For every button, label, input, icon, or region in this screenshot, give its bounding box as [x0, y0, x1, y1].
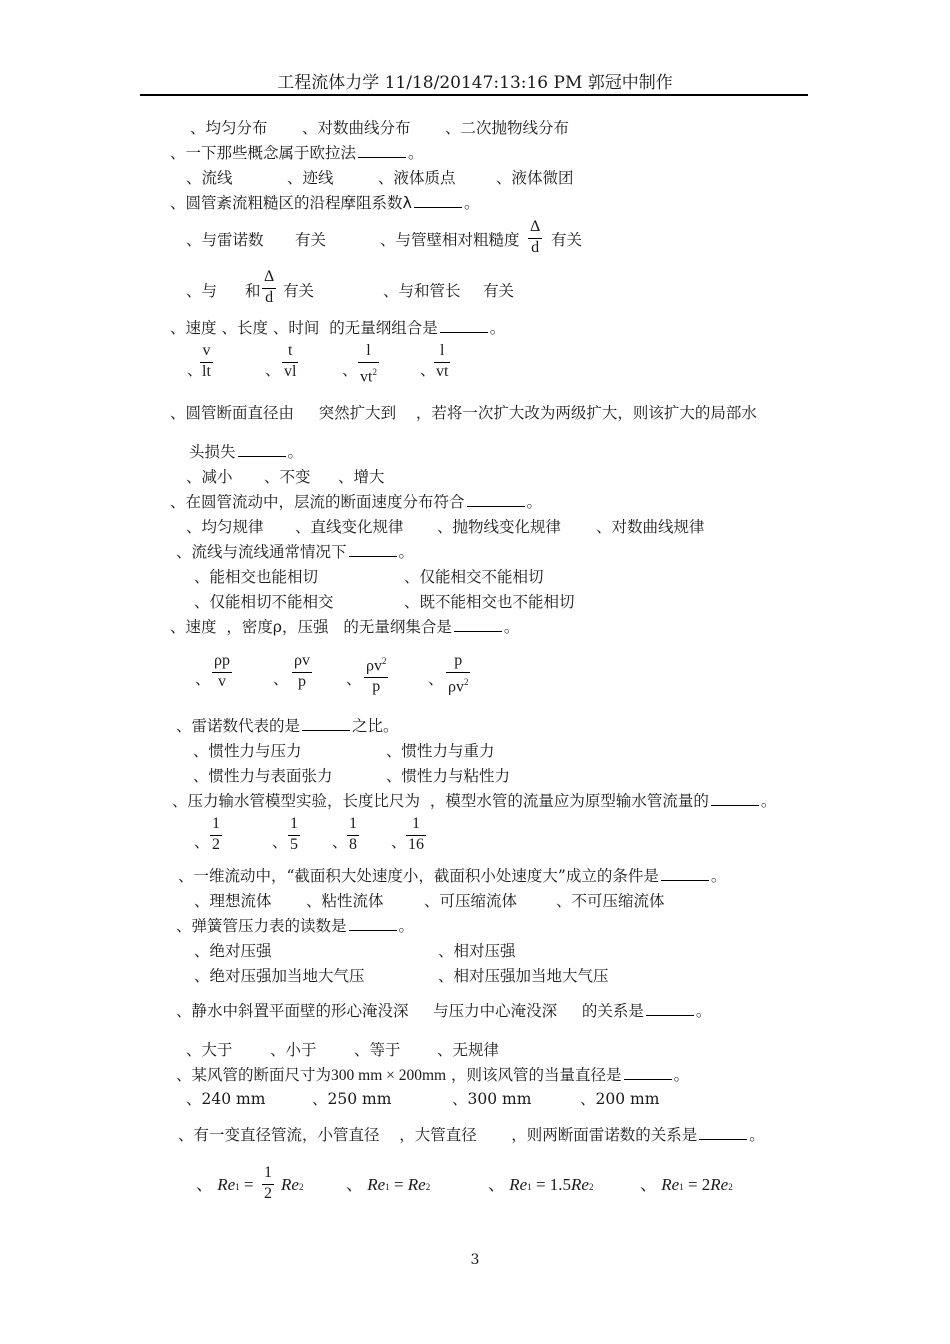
option: 、直线变化规律	[295, 518, 404, 536]
option: 、惯性力与粘性力	[386, 767, 511, 785]
question-stem: 、雷诺数代表的是 之比。	[176, 717, 399, 735]
question-stem: 、速度 ，密度ρ，压强 的无量纲集合是 。	[170, 618, 520, 636]
question-stem: 、弹簧管压力表的读数是 。	[176, 917, 415, 935]
option: 、均匀分布	[190, 119, 268, 137]
option: 、无规律	[437, 1041, 500, 1059]
option: 、液体质点	[378, 169, 456, 187]
option-marker: 、	[273, 670, 289, 688]
question-stem-cont: 头损失 。	[189, 443, 304, 461]
option-marker: 、	[187, 361, 203, 379]
option-marker: 、	[194, 833, 210, 851]
option: 、与	[186, 282, 218, 300]
fraction: $\frac{\Delta}{d}$	[264, 268, 275, 306]
question-stem: 、速度 、长度 、时间 的无量纲组合是 。	[170, 319, 506, 337]
question-stem: 、静水中斜置平面壁的形心淹没深 与压力中心淹没深 的关系是 。	[176, 1002, 712, 1020]
question-stem: 、圆管紊流粗糙区的沿程摩阻系数λ 。	[170, 193, 480, 212]
question-stem: 、压力输水管模型实验，长度比尺为 ，模型水管的流量应为原型输水管流量的 。	[172, 792, 777, 810]
question-stem: 、有一变直径管流，小管直径 ，大管直径 ，则两断面雷诺数的关系是 。	[178, 1126, 765, 1144]
question-stem: 、一下那些概念属于欧拉法 。	[170, 144, 424, 162]
option-marker: 、	[391, 833, 407, 851]
header-rule	[140, 94, 808, 96]
option: 、等于	[354, 1041, 401, 1059]
option-text: 有关	[283, 282, 315, 300]
option-marker: 、	[420, 361, 436, 379]
option-text: 和	[245, 282, 261, 300]
option: 、300 mm	[452, 1090, 532, 1108]
option: 、理想流体	[194, 892, 272, 910]
option-formula-b: 、 Re1 = Re2	[346, 1175, 431, 1194]
option: 、对数曲线分布	[302, 119, 411, 137]
option-text: 有关	[551, 231, 583, 249]
option-text: 有关	[483, 282, 515, 300]
question-stem: 、一维流动中，“截面积大处速度小，截面积小处速度大”成立的条件是 。	[178, 867, 727, 885]
option-marker: 、	[346, 670, 362, 688]
option-formula-c: 、 Re1 = 1.5Re2	[488, 1175, 594, 1194]
page-number: 3	[470, 1252, 480, 1268]
option: 、仅能相交不能相切	[404, 568, 544, 586]
option-marker: 、	[195, 670, 211, 688]
option-marker: 、	[272, 833, 288, 851]
option: 、能相交也能相切	[194, 568, 319, 586]
option-formula-a-rhs: Re2	[281, 1175, 304, 1194]
fraction: $\frac{1}{2}$	[212, 815, 220, 853]
fraction: $\frac{\rho v^2}{p}$	[366, 656, 387, 696]
fraction: $\frac{p}{\rho v^2}$	[448, 652, 469, 696]
fraction: $\frac{\Delta}{d}$	[530, 218, 541, 256]
fraction: $\frac{\rho p}{v}$	[214, 652, 230, 690]
option: 、与和管长	[383, 282, 461, 300]
option: 、迹线	[287, 169, 334, 187]
option: 、减小	[186, 468, 233, 486]
option-text: 有关	[295, 231, 327, 249]
option: 、相对压强加当地大气压	[438, 967, 609, 985]
fraction: $\frac{\rho v}{p}$	[294, 652, 310, 690]
option: 、与雷诺数	[186, 231, 264, 249]
option: 、200 mm	[580, 1090, 660, 1108]
fraction: $\frac{1}{5}$	[290, 815, 298, 853]
option: 、抛物线变化规律	[437, 518, 562, 536]
option: 、相对压强	[438, 942, 516, 960]
option: 、流线	[186, 169, 233, 187]
option: 、与管壁相对粗糙度	[380, 231, 520, 249]
option-marker: 、	[332, 833, 348, 851]
option: 、绝对压强加当地大气压	[194, 967, 365, 985]
question-stem: 、流线与流线通常情况下 。	[176, 543, 415, 561]
option: 、惯性力与表面张力	[193, 767, 333, 785]
fraction: $\frac{1}{8}$	[349, 815, 357, 853]
option: 、二次抛物线分布	[445, 119, 570, 137]
option: 、既不能相交也不能相切	[404, 593, 575, 611]
page-header: 工程流体力学 11/18/20147:13:16 PM 郭冠中制作	[277, 73, 673, 93]
option: 、均匀规律	[186, 518, 264, 536]
option: 、240 mm	[186, 1090, 266, 1108]
question-stem: 、圆管断面直径由 突然扩大到 ，若将一次扩大改为两级扩大，则该扩大的局部水	[170, 404, 757, 422]
option: 、惯性力与压力	[193, 742, 302, 760]
fraction: $\frac{l}{vt}$	[436, 342, 449, 380]
option: 、液体微团	[496, 169, 574, 187]
option: 、不变	[264, 468, 311, 486]
option-marker: 、	[265, 361, 281, 379]
option: 、大于	[186, 1041, 233, 1059]
option: 、不可压缩流体	[556, 892, 665, 910]
option-marker: 、	[342, 361, 358, 379]
fraction: $\frac{1}{16}$	[408, 815, 424, 853]
option: 、仅能相切不能相交	[194, 593, 334, 611]
option: 、惯性力与重力	[386, 742, 495, 760]
option-formula-d: 、 Re1 = 2Re2	[640, 1175, 733, 1194]
option: 、可压缩流体	[424, 892, 518, 910]
option: 、增大	[338, 468, 385, 486]
question-stem: 、某风管的断面尺寸为300 mm × 200mm ，则该风管的当量直径是 。	[176, 1066, 690, 1084]
fraction: $\frac{t}{vl}$	[284, 342, 297, 380]
fraction: $\frac{l}{vt^2}$	[360, 342, 377, 386]
fraction: $\frac{1}{2}$	[264, 1164, 272, 1202]
option-formula-a: 、 Re1 =	[196, 1175, 254, 1194]
option: 、粘性流体	[306, 892, 384, 910]
option: 、绝对压强	[194, 942, 272, 960]
option: 、小于	[270, 1041, 317, 1059]
question-stem: 、在圆管流动中，层流的断面速度分布符合 。	[170, 493, 543, 511]
fraction: $\frac{v}{lt}$	[202, 342, 211, 380]
option-marker: 、	[428, 670, 444, 688]
option: 、对数曲线规律	[596, 518, 705, 536]
option: 、250 mm	[312, 1090, 392, 1108]
